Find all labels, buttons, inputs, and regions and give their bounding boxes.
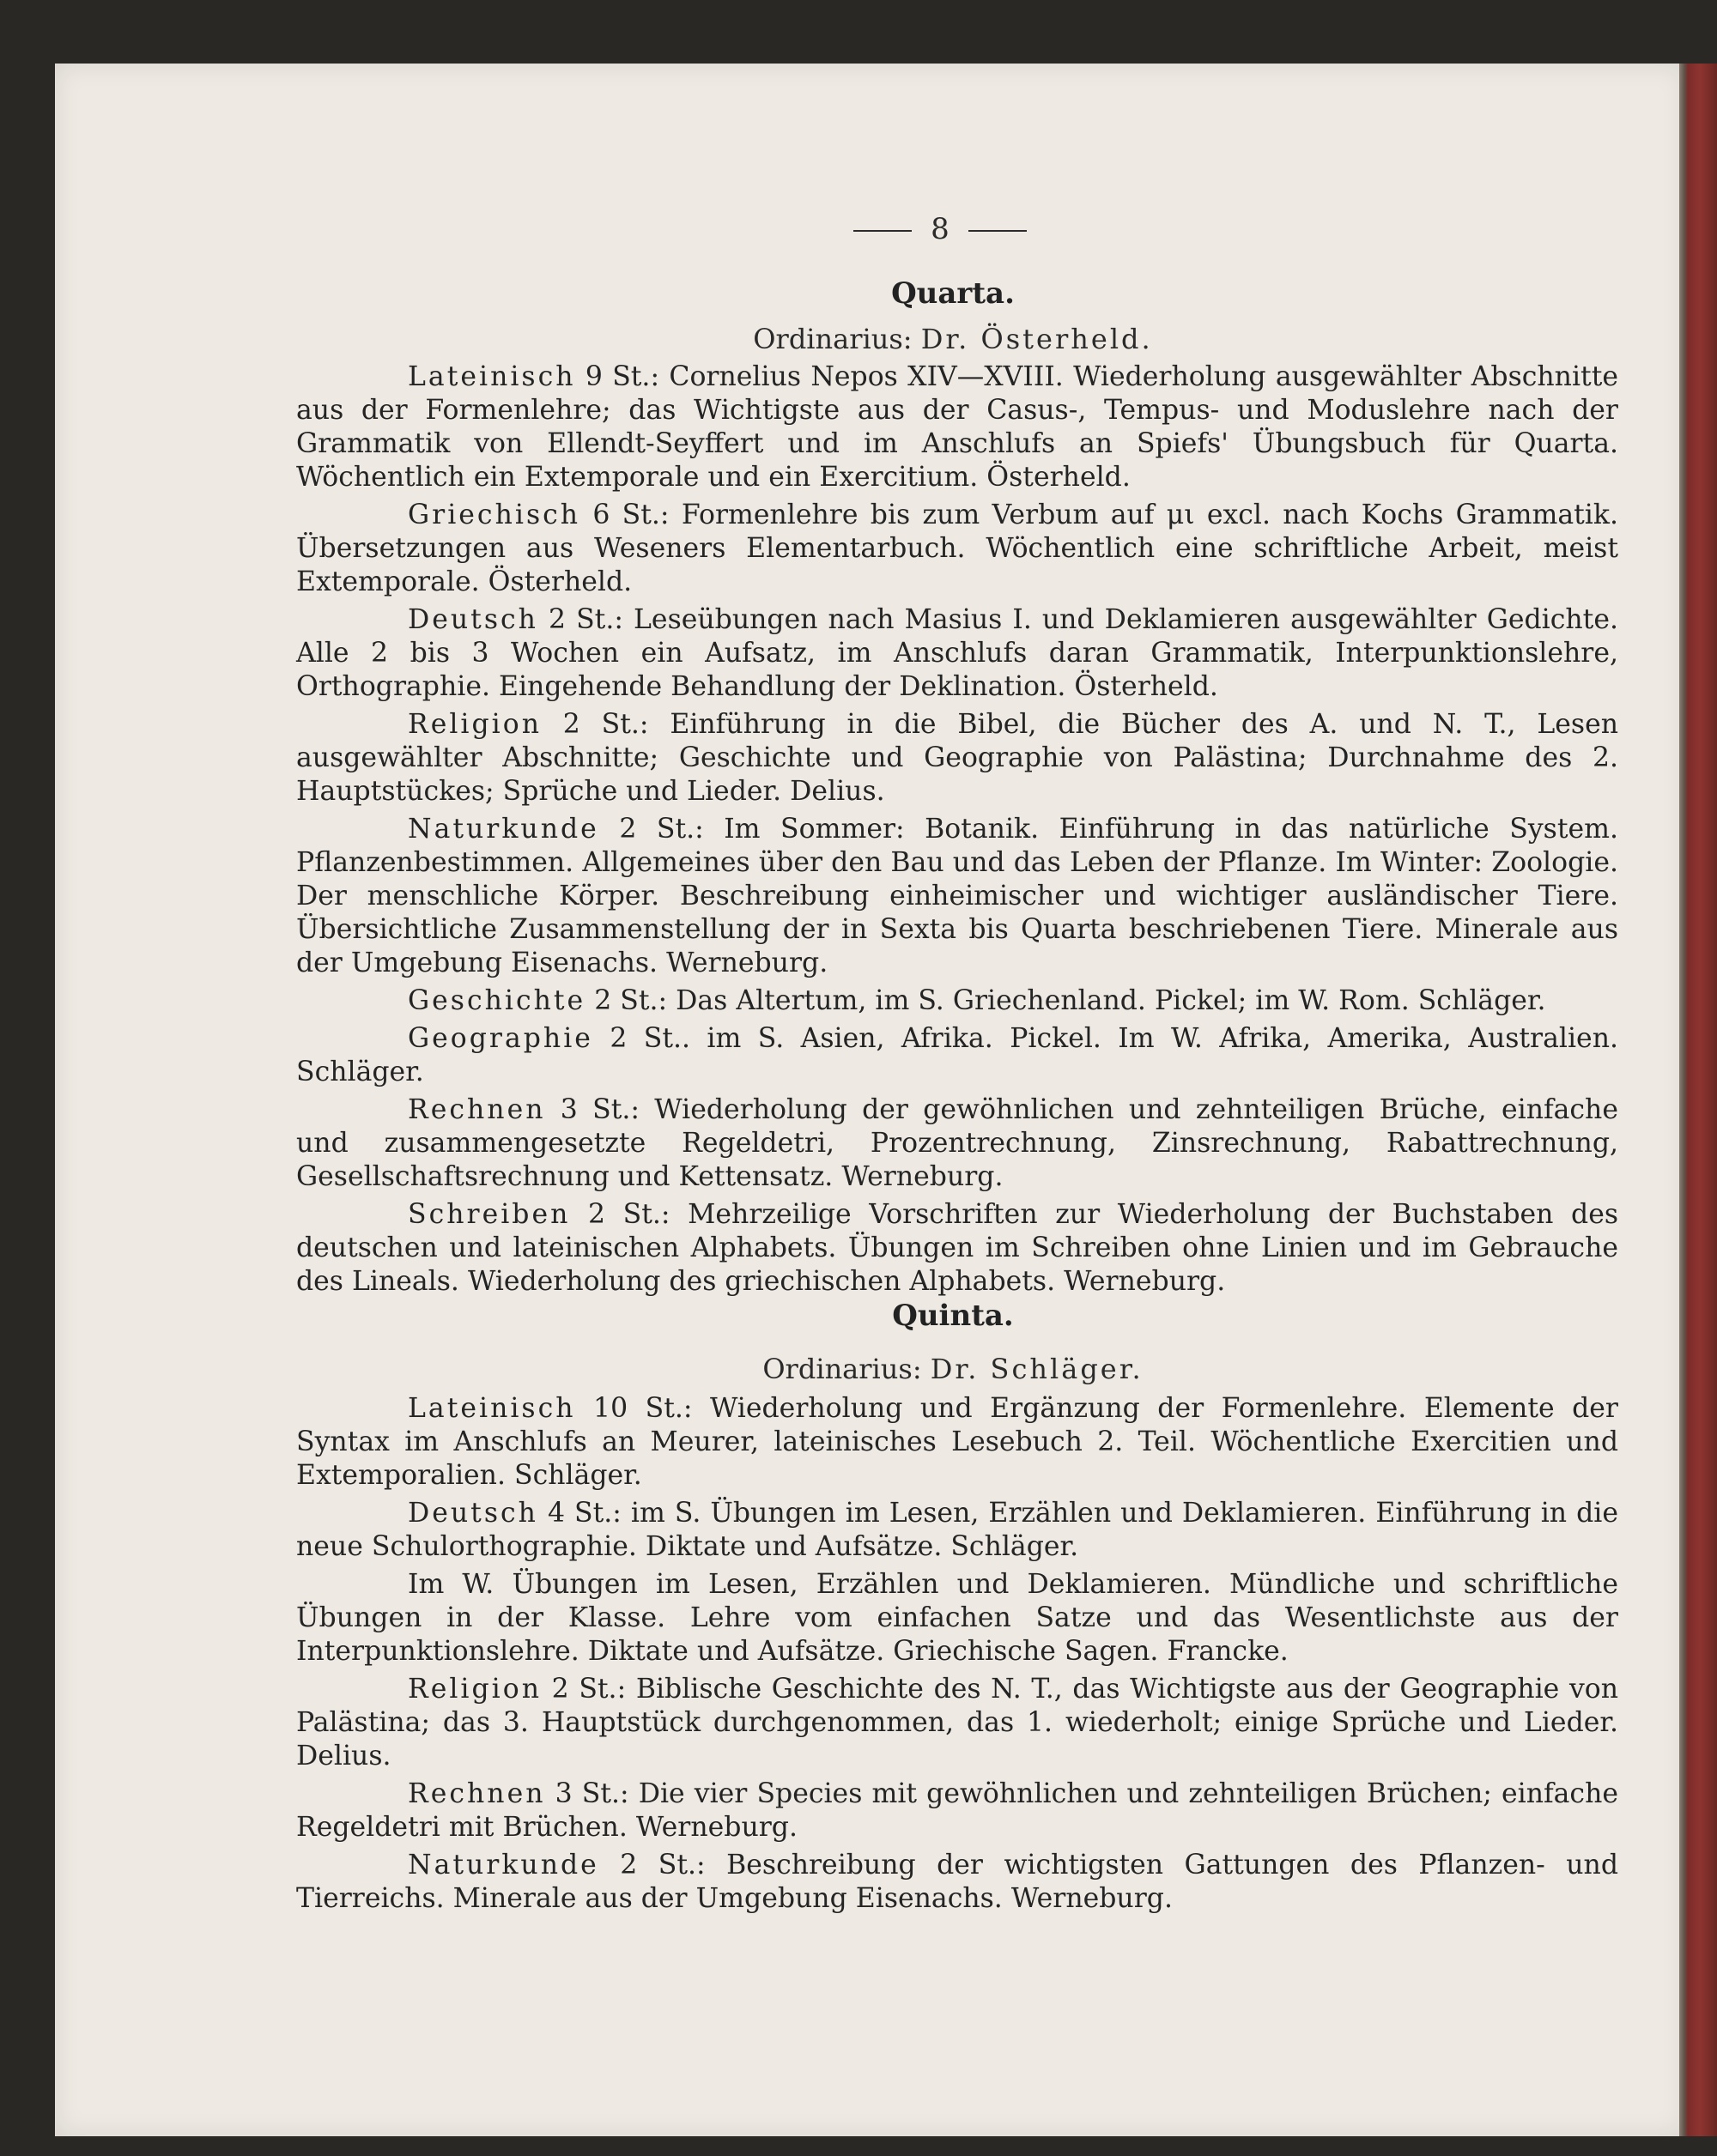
- paragraph: [296, 984, 1618, 1018]
- paragraph-text: Im W. Übungen im Lesen, Erzählen und Deklamieren. Mündliche und schriftliche Übungen in der Klasse. Lehre vom einfachen Satze und das Wesentlichste aus der Interpunktionslehre. Diktate und Aufsätze. Griechische Sagen. Francke.: [296, 1569, 1618, 1667]
- section-body-quinta: [296, 1392, 1618, 1916]
- section-title-quarta: Quarta.: [891, 276, 1015, 311]
- paragraph: [296, 1849, 1618, 1916]
- paragraph: [296, 360, 1618, 494]
- paragraph: [296, 1093, 1618, 1194]
- paragraph: [296, 1673, 1618, 1773]
- paragraph-text: 2 St.: Leseübungen nach Masius I. und Deklamieren ausgewählter Gedichte. Alle 2 bis 3 Wochen ein Aufsatz, im Anschlufs daran Grammatik, Interpunktionslehre, Orthographie. Eingehende Behandlung der Deklination. Österheld.: [296, 604, 1618, 702]
- ordinarius-line-quarta: [292, 323, 1614, 355]
- paragraph-text: 3 St.: Wiederholung der gewöhnlichen und zehnteiligen Brüche, einfache und zusammengesetzte Regeldetri, Prozentrechnung, Zinsrechnung, Rabattrechnung, Gesellschaftsrechnung und Kettensatz. Werneburg.: [296, 1094, 1618, 1192]
- paragraph-text: 10 St.: Wiederholung und Ergänzung der Formenlehre. Elemente der Syntax im Anschlufs an Meurer, lateinisches Lesebuch 2. Teil. Wöchentliche Exercitien und Extemporalien. Schläger.: [296, 1393, 1618, 1491]
- paragraph-text: 4 St.: im S. Übungen im Lesen, Erzählen und Deklamieren. Einführung in die neue Schulorthographie. Diktate und Aufsätze. Schläger.: [296, 1498, 1618, 1562]
- paragraph-text: 3 St.: Die vier Species mit gewöhnlichen und zehnteiligen Brüchen; einfache Regeldetri mit Brüchen. Werneburg.: [296, 1778, 1618, 1843]
- paragraph: [296, 1198, 1618, 1299]
- subject-name: Lateinisch: [408, 1393, 576, 1424]
- header-rule-left: [853, 230, 912, 232]
- paragraph: [296, 603, 1618, 704]
- ordinarius-name: Dr. Schläger.: [930, 1353, 1144, 1385]
- section-body-quarta: [296, 360, 1618, 1299]
- paragraph: [296, 1022, 1618, 1089]
- subject-name: Religion: [408, 709, 542, 740]
- paragraph-text: 6 St.: Formenlehre bis zum Verbum auf μι excl. nach Kochs Grammatik. Übersetzungen aus Weseners Elementarbuch. Wöchentlich eine schriftliche Arbeit, meist Extemporale. Österheld.: [296, 500, 1618, 597]
- section-title-quinta: Quinta.: [892, 1299, 1014, 1333]
- subject-name: Naturkunde: [408, 814, 599, 845]
- subject-name: Deutsch: [408, 1498, 538, 1529]
- paragraph: [296, 1392, 1618, 1493]
- paragraph-text: 9 St.: Cornelius Nepos XIV—XVIII. Wiederholung ausgewählter Abschnitte aus der Formenlehre; das Wichtigste aus der Casus-, Tempus- und Moduslehre nach der Grammatik von Ellendt-Seyffert und im Anschlufs an Spiefs' Übungsbuch für Quarta. Wöchentlich ein Extemporale und ein Exercitium. Österheld.: [296, 361, 1618, 493]
- header-rule-right: [968, 230, 1027, 232]
- paragraph: [296, 499, 1618, 599]
- subject-name: Geographie: [408, 1023, 593, 1054]
- paragraph-text: 2 St.: Das Altertum, im S. Griechenland. Pickel; im W. Rom. Schläger.: [585, 985, 1546, 1016]
- ordinarius-line-quinta: [292, 1353, 1614, 1385]
- paragraph: [296, 1497, 1618, 1564]
- subject-name: Lateinisch: [408, 361, 576, 392]
- paragraph: [296, 708, 1618, 808]
- ordinarius-name: Dr. Österheld.: [920, 323, 1153, 355]
- paragraph: [296, 1777, 1618, 1844]
- subject-name: Schreiben: [408, 1199, 571, 1230]
- subject-name: Rechnen: [408, 1094, 546, 1125]
- paragraph-text: 2 St.: Mehrzeilige Vorschriften zur Wiederholung der Buchstaben des deutschen und lateinischen Alphabets. Übungen im Schreiben ohne Linien und im Gebrauche des Lineals. Wiederholung des griechischen Alphabets. Werneburg.: [296, 1199, 1618, 1297]
- paragraph-text: 2 St.: Im Sommer: Botanik. Einführung in das natürliche System. Pflanzenbestimmen. Allgemeines über den Bau und das Leben der Pflanze. Im Winter: Zoologie. Der menschliche Körper. Beschreibung einheimischer und wichtiger ausländischer Tiere. Übersichtliche Zusammenstellung der in Sexta bis Quarta beschriebenen Tiere. Minerale aus der Umgebung Eisenachs. Werneburg.: [296, 814, 1618, 978]
- paragraph: [296, 813, 1618, 980]
- paragraph-text: 2 St.: Beschreibung der wichtigsten Gattungen des Pflanzen- und Tierreichs. Minerale aus der Umgebung Eisenachs. Werneburg.: [296, 1850, 1618, 1914]
- book-binding-edge: [1679, 64, 1717, 2136]
- page-number: 8: [931, 212, 950, 246]
- paragraph-text: 2 St.: Einführung in die Bibel, die Bücher des A. und N. T., Lesen ausgewählter Abschnitte; Geschichte und Geographie von Palästina; Durchnahme des 2. Hauptstückes; Sprüche und Lieder. Delius.: [296, 709, 1618, 807]
- subject-name: Deutsch: [408, 604, 538, 635]
- subject-name: Griechisch: [408, 500, 581, 530]
- subject-name: Rechnen: [408, 1778, 546, 1809]
- page-header: [798, 208, 1082, 251]
- paragraph-text: 2 St.: Biblische Geschichte des N. T., das Wichtigste aus der Geographie von Palästina; das 3. Hauptstück durchgenommen, das 1. wiederholt; einige Sprüche und Lieder. Delius.: [296, 1674, 1618, 1771]
- subject-name: Religion: [408, 1674, 542, 1705]
- ordinarius-label: Ordinarius:: [762, 1353, 922, 1385]
- subject-name: Naturkunde: [408, 1850, 599, 1880]
- paragraph-text: 2 St.. im S. Asien, Afrika. Pickel. Im W. Afrika, Amerika, Australien. Schläger.: [296, 1023, 1618, 1087]
- subject-name: Geschichte: [408, 985, 586, 1016]
- ordinarius-label: Ordinarius:: [753, 323, 913, 355]
- paragraph: [296, 1568, 1618, 1668]
